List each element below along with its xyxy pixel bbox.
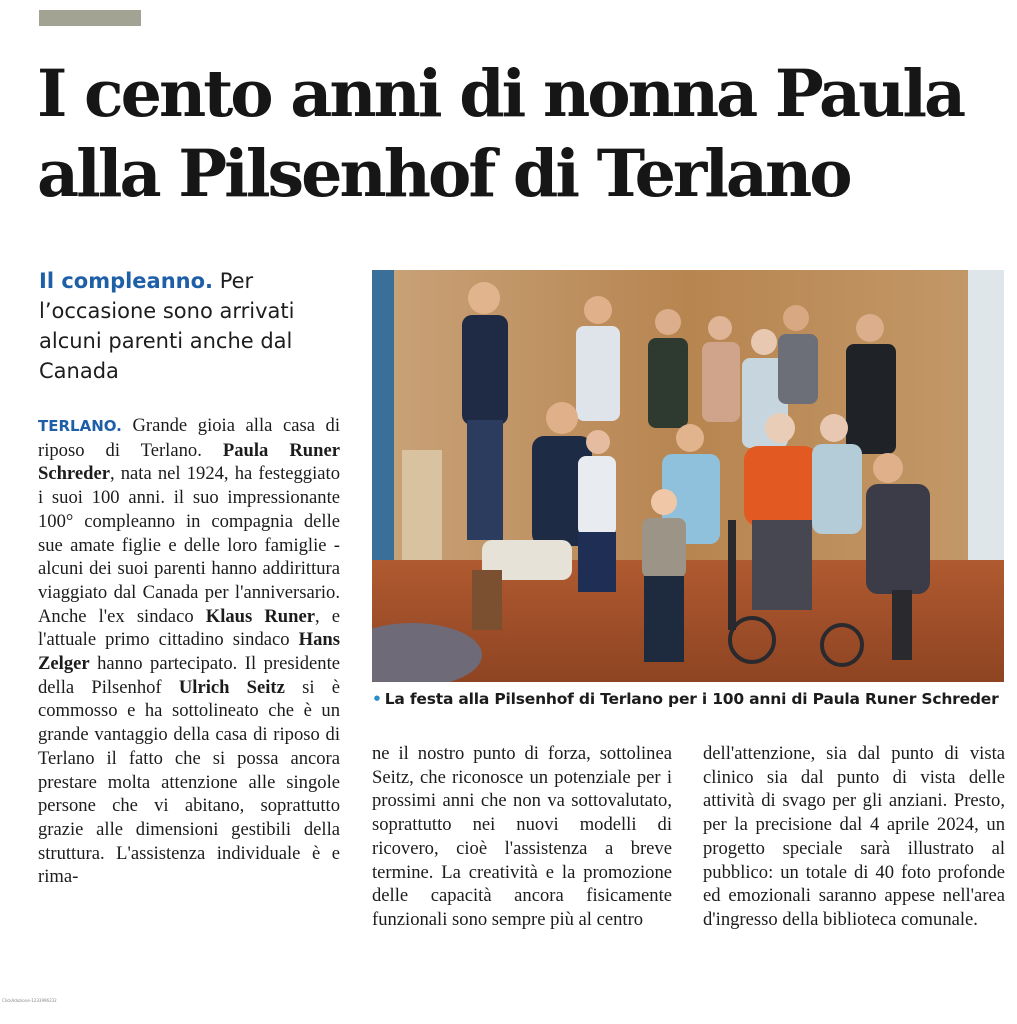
column-3-text: dell'attenzione, sia dal punto di vista clinico sia dal punto di vista delle attività di svago per gli anziani. Presto, per la precisione dal 4 aprile 2024, un progetto speciale sarà illustrato al pubblico: un totale di 40 foto profonde ed emozionali saranno appese nell'area d'ingresso della biblioteca comunale. <box>703 743 1005 930</box>
body-text-intro: Grande gioia alla casa di riposo di Terlano. <box>38 415 340 461</box>
group-photo-illustration <box>372 270 1004 682</box>
body-text-2: , nata nel 1924, ha festeggiato i suoi 100 anni. il suo impressionante 100° compleanno in compagnia delle sue amate figlie e delle loro famiglie - alcuni dei suoi parenti hanno addirittura viaggiato dal Canada per l'anniversario. Anche l'ex sindaco <box>38 463 340 627</box>
article-headline <box>37 54 997 214</box>
photo-caption <box>372 690 1012 708</box>
subhead-kicker: Il compleanno. <box>39 269 214 293</box>
article-subhead <box>39 266 339 386</box>
article-column-3 <box>703 742 1005 932</box>
headline-line-2: alla Pilsenhof di Terlano <box>37 136 850 212</box>
body-text-3: , e l'attuale primo cittadino sindaco <box>38 605 340 651</box>
body-text-5: si è commosso e ha sottolineato che è un grande vantaggio della casa di riposo di Terlano il fatto che si possa ancora prestare molta attenzione alle singole persone che vi abitano, soprattutto grazie alle dimensioni gestibili della struttura. L'assistenza individuale è e rima- <box>38 676 340 888</box>
article-photo <box>372 270 1004 682</box>
section-color-bar <box>39 10 141 26</box>
name-klaus: Klaus Runer <box>205 605 315 627</box>
subhead-text: Per l’occasione sono arrivati alcuni parenti anche dal Canada <box>39 269 295 383</box>
dateline: TERLANO. <box>38 417 122 435</box>
footer-print-mark: ClickAdozione-1233996232 <box>2 998 57 1003</box>
name-paula: Paula Runer Schreder <box>38 439 340 485</box>
column-1-text <box>38 414 340 889</box>
column-2-text: ne il nostro punto di forza, sottolinea Seitz, che riconosce un potenziale per i prossimi anni che non va sottovalutato, soprattutto nei nuovi modelli di ricovero, cioè l'assistenza a breve termine. La creatività e la promozione delle capacità ancora fisicamente funzionali sono sempre più al centro <box>372 743 672 930</box>
name-ulrich: Ulrich Seitz <box>178 676 285 698</box>
person-back-1 <box>462 282 508 540</box>
name-hans: Hans Zelger <box>38 629 340 675</box>
article-column-2 <box>372 742 672 932</box>
headline-line-1: I cento anni di nonna Paula <box>37 56 964 132</box>
caption-text: La festa alla Pilsenhof di Terlano per i 100 anni di Paula Runer Schreder <box>384 690 999 708</box>
body-text-4: hanno partecipato. Il presidente della Pilsenhof <box>38 653 340 698</box>
caption-bullet-icon: • <box>372 690 382 708</box>
article-column-1 <box>38 414 340 889</box>
